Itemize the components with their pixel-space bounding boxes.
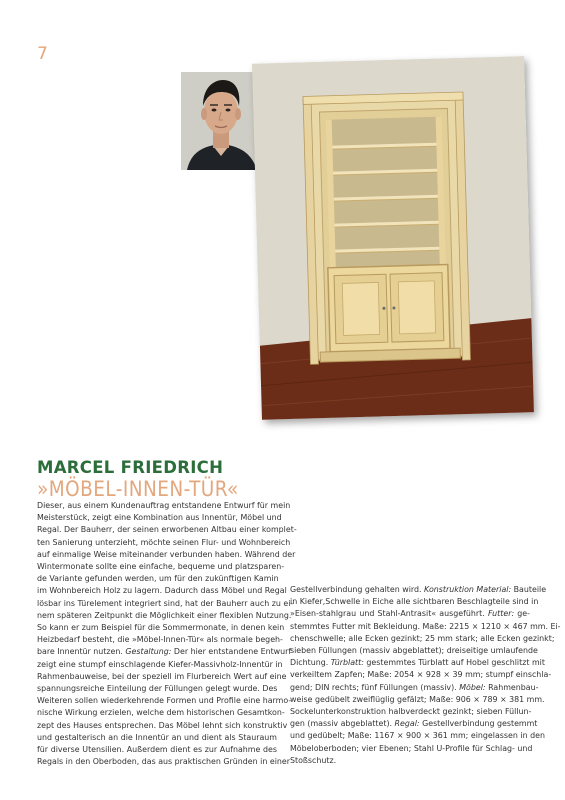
text-line: spannungsreiche Einteilung der Füllungen gelegt wurde. Des	[37, 684, 278, 694]
text-line: für diverse Utensilien. Außerdem dient es zur Aufnahme des	[37, 745, 277, 755]
text-line: Rahmenbauweise, bei der speziell im Flurbereich Wert auf eine	[37, 671, 287, 681]
text-line: Heizbedarf besteht, die »Möbel-Innen-Tür« als normale begeh-	[37, 635, 283, 645]
text-line: auf einmalige Weise miteinander verbunden haben. Während der	[37, 549, 296, 559]
text-line: »Eisen-stahlgrau und Stahl-Antrasit« ausgeführt. Futter: ge-	[290, 609, 531, 619]
text-line: gen (massiv abgeblattet). Regal: Gestellverbindung gestemmt	[290, 719, 538, 729]
text-line: ten Sanierung unterzieht, möchte seinen Flur- und Wohnbereich	[37, 537, 291, 547]
page-number: 7	[37, 44, 48, 64]
text-line: So kann er zum Beispiel für die Sommermonate, in denen kein	[37, 623, 285, 633]
text-line: im Wohnbereich Holz zu lagern. Dadurch dass Möbel und Regal	[37, 586, 287, 596]
text-line: Regal. Der Bauherr, der seinen erworbenen Altbau einer komplet-	[37, 525, 297, 535]
body-text-left-column	[37, 500, 297, 768]
text-line: zept des Hauses entsprechen. Das Möbel lehnt sich konstruktiv	[37, 720, 288, 730]
text-line: sieben Füllungen (massiv abgeblattet); dreiseitige umlaufende	[290, 646, 538, 656]
text-line: zeigt eine stumpf einschlagende Kiefer-Massivholz-Innentür in	[37, 659, 283, 669]
furniture-door-photo	[252, 56, 534, 419]
product-title: »MÖBEL-INNEN-TÜR«	[37, 477, 239, 501]
text-line: stemmtes Futter mit Bekleidung. Maße: 2215 × 1210 × 467 mm. Ei-	[290, 621, 561, 631]
text-line: nische Wirkung erzielen, welche dem historischen Gesamtkon-	[37, 708, 285, 718]
text-line: Möbeloberboden; vier Ebenen; Stahl U-Profile für Schlag- und	[290, 743, 533, 753]
text-line: lösbar ins Türelement integriert sind, hat der Bauherr auch zu ei-	[37, 598, 294, 608]
text-line: Dichtung. Türblatt: gestemmtes Türblatt auf Hobel geschlitzt mit	[290, 658, 545, 668]
designer-portrait-photo	[181, 72, 261, 170]
text-line: Meisterstück, zeigt eine Kombination aus Innentür, Möbel und	[37, 513, 282, 523]
text-line: Sockelunterkonstruktion halbverdeckt gezinkt; sieben Füllun-	[290, 707, 532, 717]
text-line: nem späteren Zeitpunkt die Möglichkeit einer flexiblen Nutzung.	[37, 610, 292, 620]
body-text-right-column	[290, 584, 561, 767]
text-line: gend; DIN rechts; fünf Füllungen (massiv). Möbel: Rahmenbau-	[290, 682, 539, 692]
text-line: bare Innentür nutzen. Gestaltung: Der hier entstandene Entwurf	[37, 647, 292, 657]
text-line: Stoßschutz.	[290, 755, 337, 765]
text-line: Wintermonate sollte eine einfache, bequeme und platzsparen-	[37, 562, 285, 572]
text-line: Gestellverbindung gehalten wird. Konstruktion Material: Bauteile	[290, 585, 547, 594]
text-line: weise gedübelt zweiflüglig gefälzt; Maße: 906 × 789 × 381 mm.	[290, 694, 545, 704]
text-line: und gestalterisch an die Innentür an und dient als Stauraum	[37, 732, 277, 742]
text-line: und gedübelt; Maße: 1167 × 900 × 361 mm; eingelassen in den	[290, 731, 545, 741]
text-line: verkeiltem Zapfen; Maße: 2054 × 928 × 39 mm; stumpf einschla-	[290, 670, 552, 680]
text-line: in Kiefer,Schwelle in Eiche alle sichtbaren Beschlagteile sind in	[290, 597, 539, 607]
text-line: Weiteren sollen wiederkehrende Formen und Profile eine harmo-	[37, 696, 292, 706]
text-line: Dieser, aus einem Kundenauftrag entstandene Entwurf für mein	[37, 501, 291, 510]
text-line: Regals in den Oberboden, das aus praktischen Gründen in einer	[37, 757, 291, 767]
designer-name: MARCEL FRIEDRICH	[37, 458, 224, 477]
text-line: de Variante gefunden werden, um für den zukünftigen Kamin	[37, 574, 279, 584]
text-line: chenschwelle; alle Ecken gezinkt; 25 mm stark; alle Ecken gezinkt;	[290, 633, 555, 643]
